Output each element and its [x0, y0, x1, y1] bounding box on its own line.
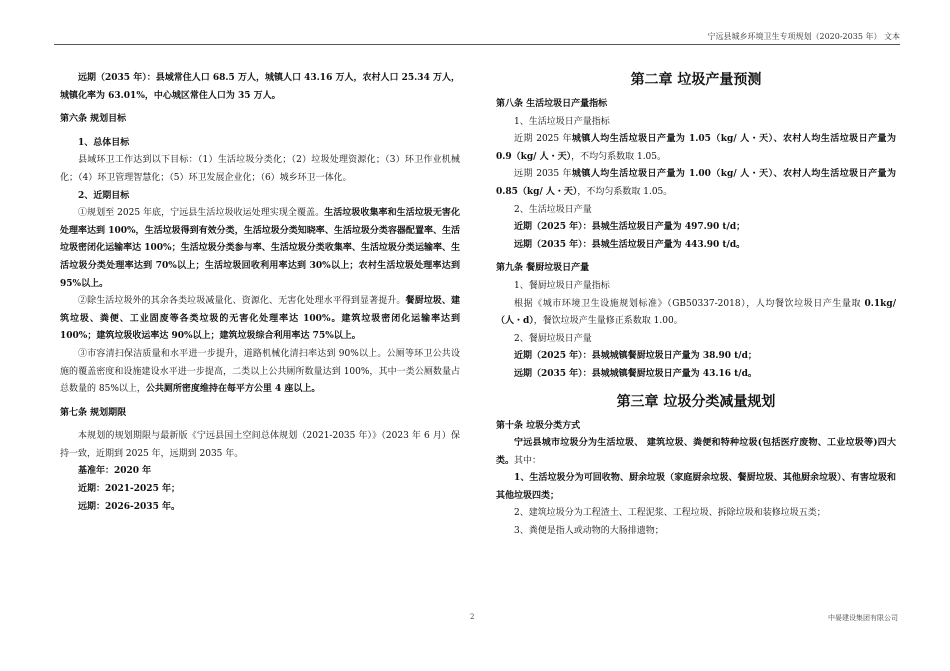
- article-10-heading: 第十条 垃圾分类方式: [496, 420, 581, 431]
- far-period: 远期：2026-2035 年。: [78, 501, 180, 512]
- page-number: 2: [470, 613, 475, 621]
- near-kitchen-output: 近期（2025 年）：县城城镇餐厨垃圾日产量为 38.90 t/d；: [514, 351, 757, 362]
- article-6-heading: 第六条 规划目标: [60, 114, 127, 125]
- near-daily-output: 近期（2025 年）：县城生活垃圾日产量为 497.90 t/d；: [514, 222, 746, 233]
- goal-3-text: ③市容清扫保洁质量和水平进一步提升，道路机械化清扫率达到 90%以上。公厕等环卫公共设施的覆盖密度和设施建设水平进一步提高，二类以上公共厕所数量达到 100%，其中一类公厕数量占总数量的 85%以上，: [60, 348, 460, 395]
- company-name: 中晏建设集团有限公司: [828, 614, 898, 622]
- article-7-heading: 第七条 规划期限: [60, 407, 127, 418]
- classification-bold: 宁远县城市垃圾分为生活垃圾、 建筑垃圾、粪便和特种垃圾(包括医疗废物、工业垃圾等)四大类。: [496, 438, 896, 466]
- classification-tail: 其中：: [514, 455, 542, 466]
- kitchen-standard-text: [496, 296, 896, 331]
- per-capita-heading: 1、生活垃圾日产量指标: [514, 116, 610, 127]
- near-per-capita-text: [496, 131, 896, 166]
- overall-goal-text: 县域环卫工作达到以下目标：（1）生活垃圾分类化；（2）垃圾处理资源化；（3）环卫作业机械化；（4）环卫管理智慧化；（5）环卫发展企业化；（6）城乡环卫一体化。: [60, 155, 460, 183]
- far-pc-bold: 城镇人均生活垃圾日产量为 1.00（kg/ 人・天）、农村人均生活垃圾日产量为 0.85（kg/ 人・天）: [496, 169, 896, 197]
- goal-2-bold: 餐厨垃圾、建筑垃圾、粪便、工业固废等各类垃圾的无害化处理率达 100%。建筑垃圾密闭化运输率达到 100%；建筑垃圾收运率达 90%以上；建筑垃圾综合利用率达 75%以上。: [60, 296, 460, 342]
- near-pc-prefix: 近期 2025 年: [514, 134, 572, 145]
- kitchen-std-prefix: 根据《城市环境卫生设施规划标准》（GB50337-2018），人均餐饮垃圾日产生量取: [514, 298, 865, 309]
- classification-text: [496, 435, 896, 470]
- far-kitchen-output: 远期（2035 年）：县城城镇餐厨垃圾日产量为 43.16 t/d。: [514, 368, 757, 379]
- far-pc-suffix: ，不均匀系数取 1.05。: [577, 186, 673, 197]
- overall-goal-heading: 1、总体目标: [78, 137, 130, 148]
- daily-output-heading: 2、生活垃圾日产量: [514, 204, 592, 215]
- goal-paragraph-1: [60, 205, 460, 293]
- near-period: 近期：2021-2025 年；: [78, 484, 180, 495]
- near-term-goal-heading: 2、近期目标: [78, 190, 130, 201]
- page-header: [54, 30, 900, 45]
- classification-item-1: 1、生活垃圾分为可回收物、厨余垃圾（家庭厨余垃圾、餐厨垃圾、其他厨余垃圾）、有害垃圾和其他垃圾四类；: [496, 473, 896, 501]
- planning-period-text: 本规划的规划期限与最新版《宁远县国土空间总体规划（2021-2035 年）》（2023 年 6 月）保持一致，近期到 2025 年，远期到 2035 年。: [60, 431, 460, 459]
- base-year: 基准年：2020 年: [78, 466, 152, 477]
- article-8-heading: 第八条 生活垃圾日产量指标: [496, 99, 608, 109]
- kitchen-output-heading: 2、餐厨垃圾日产量: [514, 333, 592, 344]
- left-column: [60, 70, 460, 516]
- near-pc-bold: 城镇人均生活垃圾日产量为 1.05（kg/ 人・天）、农村人均生活垃圾日产量为 0.9（kg/ 人・天）: [496, 134, 896, 162]
- goal-paragraph-3: [60, 346, 460, 399]
- article-9-heading: 第九条 餐厨垃圾日产量: [496, 263, 590, 274]
- header-title: 宁远县城乡环境卫生专项规划（2020-2035 年） 文本: [707, 32, 900, 41]
- chapter-2-title: 第二章 垃圾产量预测: [630, 72, 762, 88]
- classification-item-3: 3、粪便是指人或动物的大肠排遗物；: [514, 526, 664, 537]
- far-pc-prefix: 远期 2035 年: [514, 169, 572, 180]
- kitchen-index-heading: 1、餐厨垃圾日产量指标: [514, 280, 610, 291]
- goal-1-bold: 生活垃圾收集率和生活垃圾无害化处理率达到 100%，生活垃圾得到有效分类，生活垃圾分类知晓率、生活垃圾分类容器配置率、生活垃圾密闭化运输率达 100%；生活垃圾分类参与率、生活垃圾分类收集率、生活垃圾分类运输率、生活垃圾分类处理率达到 70%以上；生活垃圾回收利用率达到 30%以上；农村生活垃圾处理率达到 95%以上。: [60, 208, 460, 289]
- kitchen-std-suffix: ，餐饮垃圾产生量修正系数取 1.00。: [533, 316, 683, 327]
- far-per-capita-text: [496, 166, 896, 201]
- far-daily-output: 远期（2035 年）：县城生活垃圾日产量为 443.90 t/d。: [514, 239, 746, 250]
- goal-1-text: ①规划至 2025 年底，宁远县生活垃圾收运处理实现全覆盖。: [78, 208, 325, 219]
- kitchen-std-value: 0.1kg/（人・d）: [496, 298, 896, 327]
- population-forecast-text: 远期（2035 年）：县域常住人口 68.5 万人，城镇人口 43.16 万人，农村人口 25.34 万人，城镇化率为 63.01%，中心城区常住人口为 35 万人。: [60, 73, 460, 101]
- near-pc-suffix: ，不均匀系数取 1.05。: [571, 151, 667, 162]
- goal-paragraph-2: [60, 293, 460, 346]
- chapter-3-title: 第三章 垃圾分类减量规划: [616, 393, 776, 410]
- goal-2-text: ②除生活垃圾外的其余各类垃圾减量化、资源化、无害化处理水平得到显著提升。: [78, 296, 406, 307]
- right-column: [496, 70, 896, 541]
- classification-item-2: 2、建筑垃圾分为工程渣土、工程泥浆、工程垃圾、拆除垃圾和装修垃圾五类；: [514, 508, 826, 519]
- goal-3-bold: 公共厕所密度维持在每平方公里 4 座以上。: [145, 384, 321, 395]
